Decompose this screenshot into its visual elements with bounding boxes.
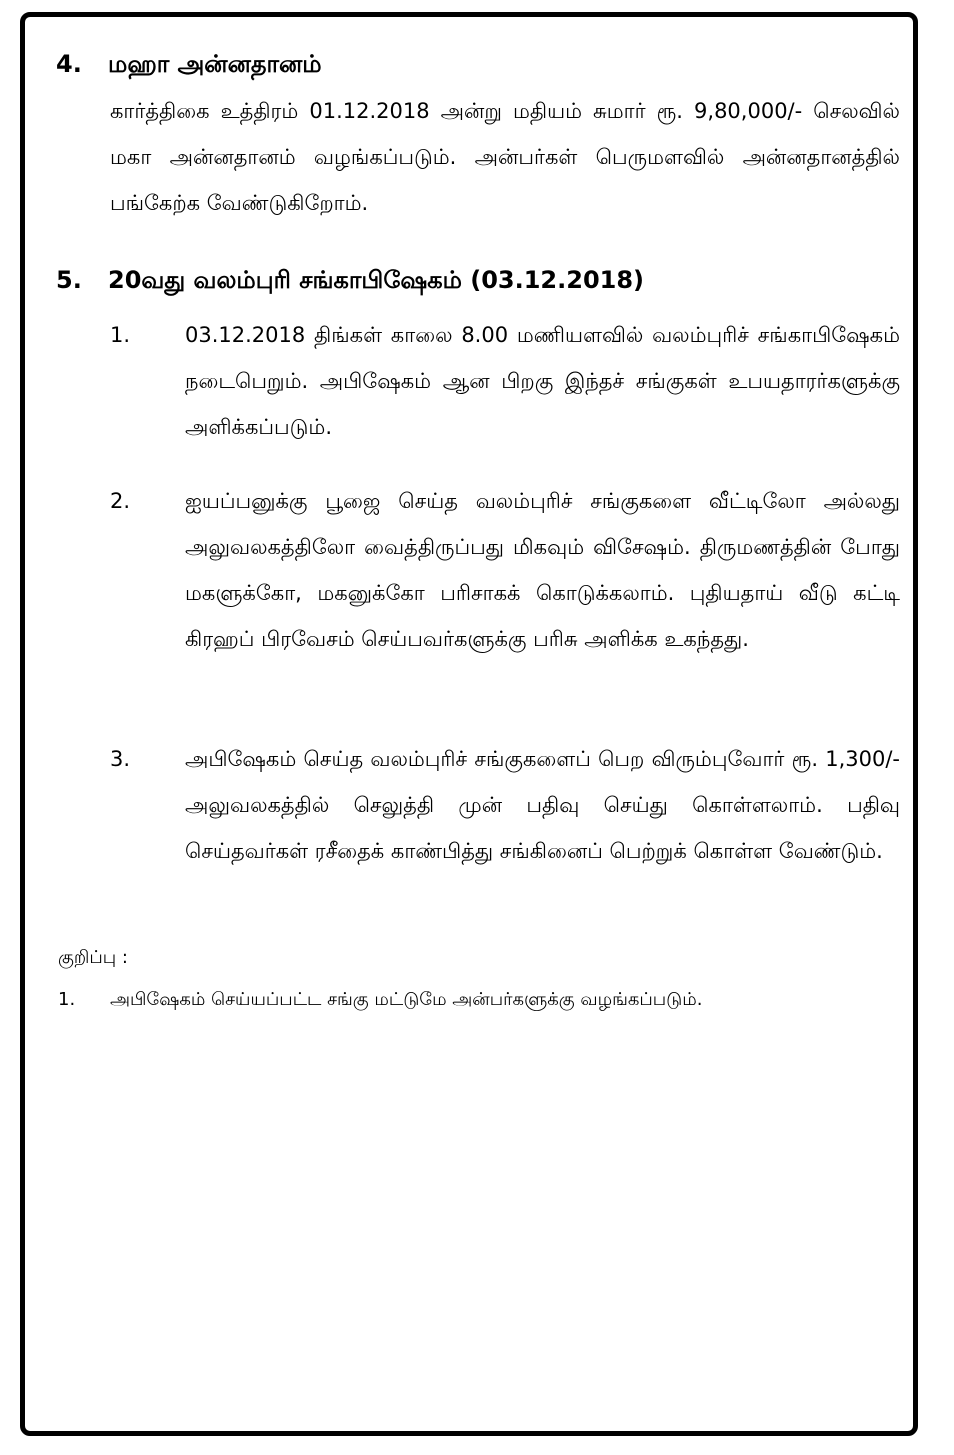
note-label: குறிப்பு : — [58, 947, 128, 968]
note-item-number: 1. — [58, 989, 76, 1010]
item-number: 3. — [110, 747, 131, 771]
section-5-heading — [56, 264, 644, 296]
section-4-heading — [56, 48, 322, 80]
section-5-title: 20வது வலம்புரி சங்காபிஷேகம் (03.12.2018) — [108, 266, 645, 294]
section-4-title: மஹா அன்னதானம் — [108, 50, 322, 78]
item-text: ஐயப்பனுக்கு பூஜை செய்த வலம்புரிச் சங்குகளை வீட்டிலோ அல்லது அலுவலகத்திலோ வைத்திருப்பது மிகவும் விசேஷம். திருமணத்தின் போது மகளுக்கோ, மகனுக்கோ பரிசாகக் கொடுக்கலாம். புதியதாய் வீடு கட்டி கிரஹப் பிரவேசம் செய்பவர்களுக்கு பரிசு அளிக்க உகந்தது. — [185, 489, 900, 651]
section-5-number: 5. — [56, 266, 82, 294]
section-4-body: கார்த்திகை உத்திரம் 01.12.2018 அன்று மதியம் சுமார் ரூ. 9,80,000/- செலவில் மகா அன்னதானம் வழங்கப்படும். அன்பர்கள் பெருமளவில் அன்னதானத்தில் பங்கேற்க வேண்டுகிறோம். — [110, 99, 900, 215]
section-4-number: 4. — [56, 50, 82, 78]
item-text: 03.12.2018 திங்கள் காலை 8.00 மணியளவில் வலம்புரிச் சங்காபிஷேகம் நடைபெறும். அபிஷேகம் ஆன பிறகு இந்தச் சங்குகள் உபயதாரர்களுக்கு அளிக்கப்படும். — [185, 323, 900, 439]
item-text: அபிஷேகம் செய்த வலம்புரிச் சங்குகளைப் பெற விரும்புவோர் ரூ. 1,300/- அலுவலகத்தில் செலுத்தி முன் பதிவு செய்து கொள்ளலாம். பதிவு செய்தவர்கள் ரசீதைக் காண்பித்து சங்கினைப் பெற்றுக் கொள்ள வேண்டும். — [185, 747, 900, 863]
item-number: 2. — [110, 489, 131, 513]
note-item — [58, 986, 898, 1014]
item-number: 1. — [110, 323, 131, 347]
note-item-text: அபிஷேகம் செய்யப்பட்ட சங்கு மட்டுமே அன்பர்களுக்கு வழங்கப்படும். — [110, 989, 703, 1010]
